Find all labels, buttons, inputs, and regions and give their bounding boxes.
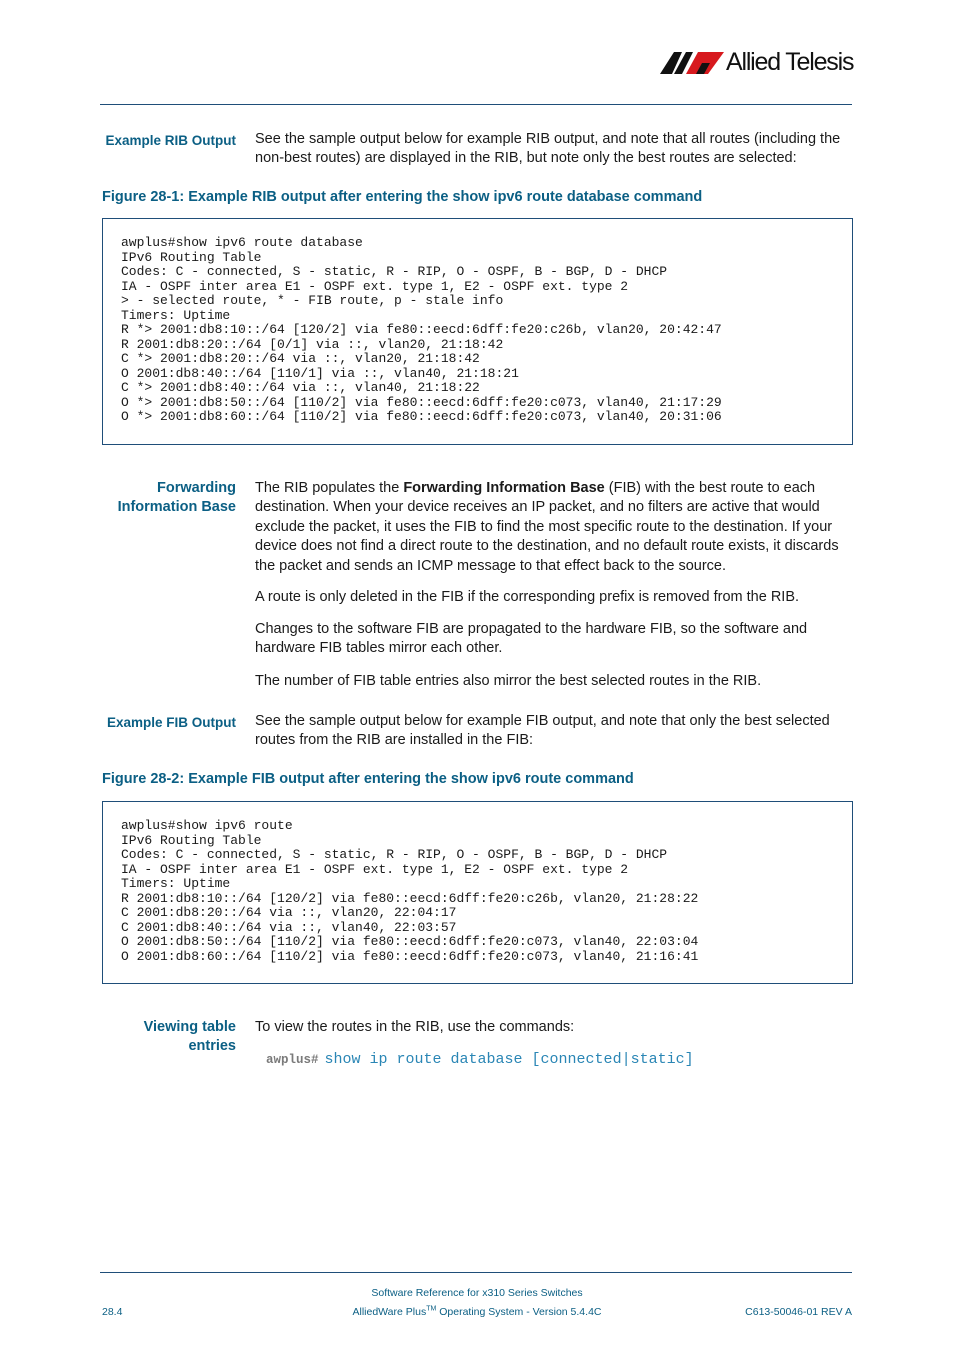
viewing-heading-line2: entries xyxy=(188,1038,236,1054)
footer-trademark: TM xyxy=(426,1305,437,1313)
page-number: 28.4 xyxy=(102,1306,123,1318)
fib-heading-line2: Information Base xyxy=(117,499,236,515)
fib-p1-before: The RIB populates the xyxy=(255,480,404,496)
figure-1-code-box xyxy=(102,218,853,445)
header-rule xyxy=(100,104,852,105)
fib-p1-after: (FIB) with the best route to each destination. When your device receives an IP packet, and no filters are active that would exclude the packet, it uses the FIB to find the most specific route to the destination. If your device does not find a direct route to the destination, and no default route exists, it discards the packet and sends an ICMP message to that effect back to the source. xyxy=(255,480,839,574)
figure-2-caption: Figure 28-2: Example FIB output after entering the show ipv6 route command xyxy=(102,771,634,787)
footer-title: Software Reference for x310 Series Switches xyxy=(371,1287,583,1299)
document-id: C613-50046-01 REV A xyxy=(745,1306,852,1318)
viewing-heading-line1: Viewing table xyxy=(143,1019,236,1035)
command-syntax xyxy=(266,1050,694,1068)
viewing-heading xyxy=(76,1018,236,1056)
footer-version-text: Operating System - Version 5.4.4C xyxy=(436,1306,602,1318)
logo-wordmark: Allied Telesis xyxy=(726,48,854,76)
command-text: show ip route database [connected|static] xyxy=(324,1051,694,1068)
fib-heading-line1: Forwarding xyxy=(157,480,236,496)
fib-paragraph-2: A route is only deleted in the FIB if the corresponding prefix is removed from the RIB. xyxy=(255,589,800,605)
viewing-text: To view the routes in the RIB, use the commands: xyxy=(255,1019,575,1035)
command-prompt: awplus# xyxy=(266,1053,319,1067)
figure-2-code-box xyxy=(102,801,853,984)
figure-2-code: awplus#show ipv6 route IPv6 Routing Table Codes: C - connected, S - static, R - RIP, O - OSPF, B - BGP, D - DHCP IA - OSPF inter area E1 - OSPF ext. type 1, E2 - OSPF ext. type 2 Timers: Uptime R 2001:db8:10::/64 [120/2] via fe80::eecd:6dff:fe20:c26b, vlan20, 21:28:22 C 2001:db8:20::/64 via ::, vlan20, 22:04:17 C 2001:db8:40::/64 via ::, vlan40, 22:03:57 O 2001:db8:50::/64 [110/2] via fe80::eecd:6dff:fe20:c073, vlan40, 22:03:04 O 2001:db8:60::/64 [110/2] via fe80::eecd:6dff:fe20:c073, vlan40, 21:16:41 xyxy=(121,818,699,964)
fib-paragraph-4: The number of FIB table entries also mirror the best selected routes in the RIB. xyxy=(255,673,762,689)
fib-paragraph-1 xyxy=(255,479,855,576)
allied-telesis-logo-mark-icon xyxy=(660,52,724,74)
footer-rule xyxy=(100,1272,852,1273)
rib-output-text: See the sample output below for example RIB output, and note that all routes (including the non-best routes) are displayed in the RIB, but note only the best routes are selected: xyxy=(255,131,841,167)
fib-output-heading: Example FIB Output xyxy=(106,715,236,730)
fib-output-text: See the sample output below for example FIB output, and note that only the best selected routes from the RIB are installed in the FIB: xyxy=(255,713,830,749)
fib-p1-bold: Forwarding Information Base xyxy=(403,480,605,496)
figure-1-code: awplus#show ipv6 route database IPv6 Routing Table Codes: C - connected, S - static, R - RIP, O - OSPF, B - BGP, D - DHCP IA - OSPF inter area E1 - OSPF ext. type 1, E2 - OSPF ext. type 2 > - selected route, * - FIB route, p - stale info Timers: Uptime R *> 2001:db8:10::/64 [120/2] via fe80::eecd:6dff:fe20:c26b, vlan20, 20:42:47 R 2001:db8:20::/64 [0/1] via ::, vlan20, 21:18:42 C *> 2001:db8:20::/64 via ::, vlan20, 21:18:42 O 2001:db8:40::/64 [110/1] via ::, vlan40, 21:18:21 C *> 2001:db8:40::/64 via ::, vlan40, 21:18:22 O *> 2001:db8:50::/64 [110/2] via fe80::eecd:6dff:fe20:c073, vlan40, 21:17:29 O *> 2001:db8:60::/64 [110/2] via fe80::eecd:6dff:fe20:c073, vlan40, 20:31:06 xyxy=(121,235,722,424)
fib-heading xyxy=(76,479,236,517)
allied-telesis-logo xyxy=(660,48,855,82)
footer-product: AlliedWare Plus xyxy=(352,1306,427,1318)
figure-1-caption: Figure 28-1: Example RIB output after entering the show ipv6 route database command xyxy=(102,189,703,205)
rib-output-heading: Example RIB Output xyxy=(105,133,236,148)
fib-paragraph-3: Changes to the software FIB are propagated to the hardware FIB, so the software and hardware FIB tables mirror each other. xyxy=(255,621,808,657)
